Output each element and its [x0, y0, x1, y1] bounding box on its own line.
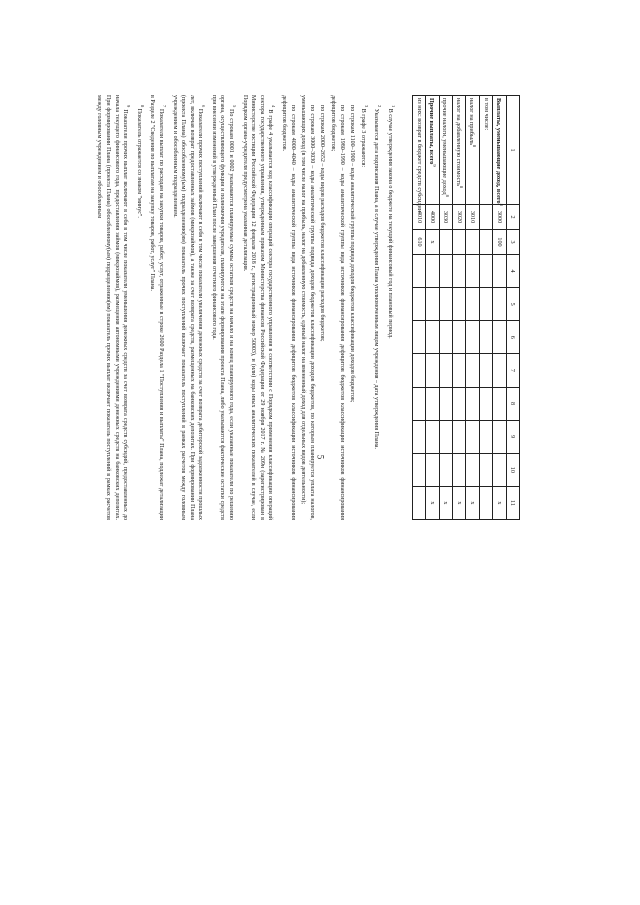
row-code: 3000 [493, 205, 506, 230]
footnotes [93, 95, 397, 520]
row-label: Прочие выплаты, всего$^9$ [426, 96, 439, 205]
row-code: 3030 [439, 205, 452, 230]
row-code-2: 100 [493, 230, 506, 255]
row-code-2 [466, 230, 479, 255]
header-cell: 11 [506, 486, 519, 519]
footnote: $^2$ Указывается дата подписания Плана, а в случае утверждения Плана уполномоченным лицом учреждения – дата утверждения Плана. [373, 105, 383, 449]
footnote: $^5$ По строкам 0001 и 0002 указываются планируемые суммы остатков средств на начало и на конец планируемого года, если указанные показатели по решению органа, осуществляющего функции и полномочия учредителя, планируются на этапе формирования проекта Плана, либо указываются фактические остатки средств при внесении изменений в утвержденный План после завершения отчетного финансового года. [210, 95, 238, 520]
header-cell: 4 [506, 255, 519, 288]
row-mark [479, 486, 492, 519]
footnote: по строкам 4000–4040 – коды аналитической группы вида источников финансирования дефицитов бюджетов классификации источников финансирования дефицитов бюджетов. [281, 95, 296, 520]
row-label: налог на прибыль$^8$ [466, 96, 479, 205]
table-row [426, 96, 439, 520]
table-row [466, 96, 479, 520]
row-code-2: x [426, 230, 439, 255]
table-row [493, 96, 506, 520]
payments-table [412, 95, 520, 520]
row-mark: x [453, 486, 466, 519]
header-cell: 5 [506, 288, 519, 321]
header-cell: 6 [506, 321, 519, 354]
row-label: Выплаты, уменьшающие доход, всего$^8$ [493, 96, 506, 205]
row-code: 4010 [412, 205, 425, 230]
header-cell: 8 [506, 387, 519, 420]
header-cell: 1 [506, 96, 519, 205]
row-label: в том числе: [479, 96, 492, 205]
footnote: $^7$ Показатели выплат по расходам на закупки товаров, работ, услуг, отраженные в строке 2600 Раздела 1 "Поступления и выплаты" Плана, подлежат детализации в Разделе 2 "Сведения по выплатам на закупку товаров, работ, услуг" Плана. [149, 95, 167, 521]
row-mark [412, 486, 425, 519]
footnote: $^9$ Показатели прочих выплат включают в себя в том числе показатели уменьшения денежных средств за счет возврата средств субсидий, предоставленных до начала текущего финансового года, предоставления займов (микрозаймов), размещения автономными учреждениями денежных средств на банковских депозитах. При формировании Плана (проекта Плана) обособленному(ым) подразделению(ям) показатель прочих выплат включает показатель поступлений в рамках расчетов между головным учреждением и обособленным [96, 95, 132, 520]
row-label: налог на добавленную стоимость$^8$ [453, 96, 466, 205]
header-cell: 7 [506, 354, 519, 387]
row-code-2: 610 [412, 230, 425, 255]
row-mark: x [493, 486, 506, 519]
footnote: по строкам 3000–3030 – коды аналитической группы подвида доходов бюджетов классификации доходов бюджетов, по которым планируется уплата налогов, уменьшающих доход (в том числе налог на прибыль, налог на добавленную стоимость, единый налог на вмененный доход для отдельных видов деятельности); [300, 95, 315, 520]
footnote: $^6$ Показатели прочих поступлений включают в себя в том числе показатели увеличения денежных средств за счет возврата дебиторской задолженности прошлых лет, включая возврат предоставленных займов (микрозаймов), а также за счет возврата средств, размещенных на банковских депозитах. При формировании Плана (проекта Плана) обособленному(ым) подразделению(ям) показатель прочих поступлений включает показатель поступлений в рамках расчетов между головным учреждением и обособленным подразделением. [171, 95, 207, 521]
row-mark: x [466, 486, 479, 519]
table-header-row [506, 96, 519, 520]
table-row [412, 96, 425, 520]
footnote: по строкам 1980–1990 – коды аналитической группы вида источников финансирования дефицитов бюджетов классификации источников финансирования дефицитов бюджетов; [330, 95, 345, 520]
table-row [479, 96, 492, 520]
header-cell: 2 [506, 205, 519, 230]
row-code-2 [439, 230, 452, 255]
footnote: $^3$ В графе 3 отражаются: [359, 105, 369, 168]
footnote: $^4$ В графе 4 указывается код классификации операций сектора государственного управления в соответствии с Порядком применения классификации операций сектора государственного управления, утвержденным приказом Министерства финансов Российской Федерации от 29 ноября 2017 г. № 209н (зарегистрирован в Министерстве юстиции Российской Федерации 12 февраля 2018 г., регистрационный номер 50003), и (или) коды иных аналитических показателей в случае, если Порядком органа-учредителя предусмотрена указанная детализация. [241, 95, 277, 521]
row-code-2 [453, 230, 466, 255]
row-mark: x [426, 486, 439, 519]
table-row [453, 96, 466, 520]
row-code: 3010 [466, 205, 479, 230]
footnote: по строкам 2000–2652 – коды видов расходов бюджетов классификации расходов бюджетов; [319, 105, 326, 342]
row-mark: x [439, 486, 452, 519]
row-label: прочие налоги, уменьшающие доход$^8$ [439, 96, 452, 205]
header-cell: 10 [506, 453, 519, 486]
row-label: из них: возврат в бюджет средств субсидии [412, 96, 425, 205]
header-cell: 3 [506, 230, 519, 255]
table-row [439, 96, 452, 520]
header-cell: 9 [506, 420, 519, 453]
row-code: 3020 [453, 205, 466, 230]
footnote: $^8$ Показатель отражается со знаком "минус". [135, 105, 145, 218]
footnote: $^1$ В случае утверждения закона о бюджете на текущий финансовый год и плановый период. [387, 105, 396, 339]
row-code [479, 205, 492, 230]
page-number: 5 [315, 454, 326, 460]
row-code-2 [479, 230, 492, 255]
row-code: 4000 [426, 205, 439, 230]
footnote: по строкам 1100–1900 – коды аналитической группы подвида доходов бюджетов классификации доходов бюджетов; [349, 105, 356, 403]
